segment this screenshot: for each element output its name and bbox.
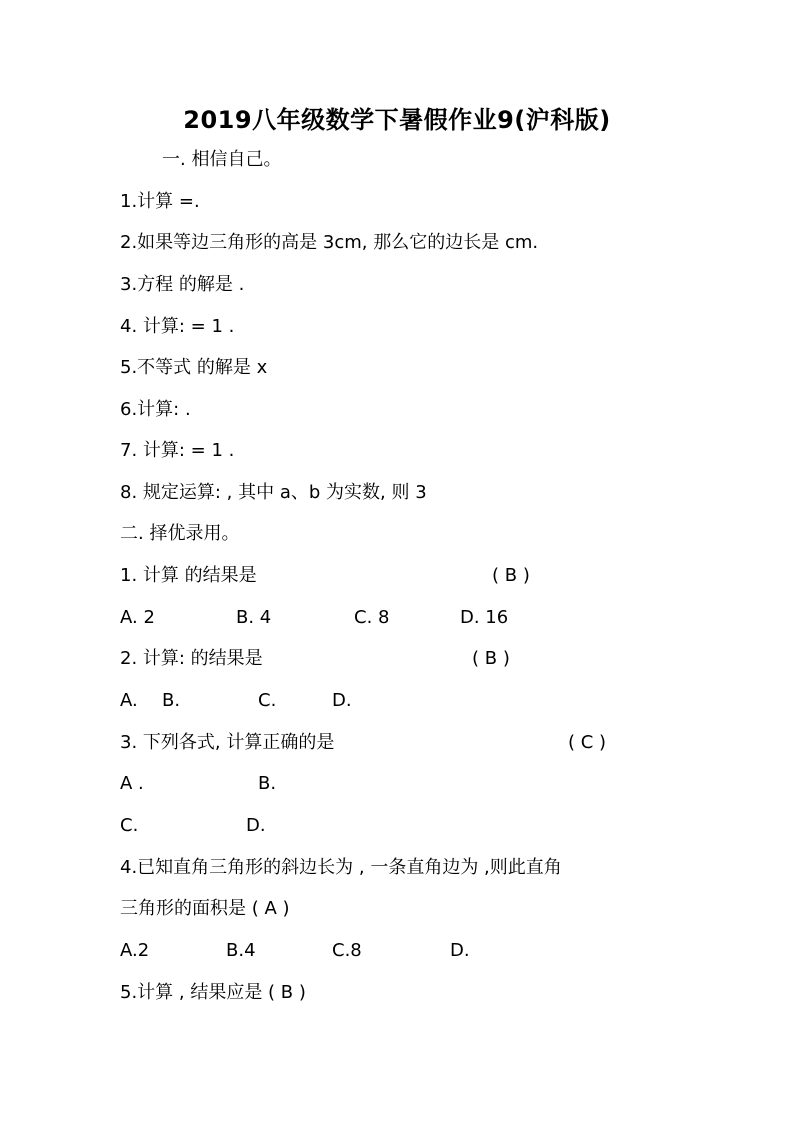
q2-answer: ( B ) bbox=[472, 648, 510, 669]
s1-item-2: 2.如果等边三角形的高是 3cm, 那么它的边长是 cm. bbox=[120, 232, 539, 253]
q4-option-b: B.4 bbox=[226, 940, 256, 961]
q3-option-b: B. bbox=[258, 773, 277, 794]
s1-item-4: 4. 计算: = 1 . bbox=[120, 316, 235, 337]
s1-item-7: 7. 计算: = 1 . bbox=[120, 440, 235, 461]
q3-answer: ( C ) bbox=[568, 732, 607, 753]
q1-option-d: D. 16 bbox=[460, 607, 509, 628]
q4-option-a: A.2 bbox=[120, 940, 150, 961]
q3-option-d: D. bbox=[246, 815, 266, 836]
q1-answer: ( B ) bbox=[492, 565, 530, 586]
s1-item-1: 1.计算 =. bbox=[120, 191, 200, 212]
q5-stem: 5.计算 , 结果应是 ( B ) bbox=[120, 982, 306, 1003]
q3-option-c: C. bbox=[120, 815, 139, 836]
q1-stem: 1. 计算 的结果是 bbox=[120, 565, 257, 586]
s1-item-3: 3.方程 的解是 . bbox=[120, 274, 245, 295]
q3-stem: 3. 下列各式, 计算正确的是 bbox=[120, 732, 335, 753]
s1-item-6: 6.计算: . bbox=[120, 399, 191, 420]
q2-option-a: A. bbox=[120, 690, 138, 711]
q4-stem-line1: 4.已知直角三角形的斜边长为 , 一条直角边为 ,则此直角 bbox=[120, 857, 562, 878]
q1-option-a: A. 2 bbox=[120, 607, 155, 628]
q2-option-d: D. bbox=[332, 690, 352, 711]
q2-option-c: C. bbox=[258, 690, 277, 711]
q4-option-d: D. bbox=[450, 940, 470, 961]
q4-stem-line2: 三角形的面积是 ( A ) bbox=[120, 898, 290, 919]
q3-option-a: A . bbox=[120, 773, 144, 794]
q4-option-c: C.8 bbox=[332, 940, 362, 961]
q1-option-b: B. 4 bbox=[236, 607, 272, 628]
q2-stem: 2. 计算: 的结果是 bbox=[120, 648, 263, 669]
document-title: 2019八年级数学下暑假作业9(沪科版) bbox=[183, 106, 611, 134]
section2-heading: 二. 择优录用。 bbox=[120, 523, 240, 544]
section1-heading: 一. 相信自己。 bbox=[162, 149, 282, 170]
q1-option-c: C. 8 bbox=[354, 607, 390, 628]
s1-item-8: 8. 规定运算: , 其中 a、b 为实数, 则 3 bbox=[120, 482, 427, 503]
s1-item-5: 5.不等式 的解是 x bbox=[120, 357, 268, 378]
q2-option-b: B. bbox=[162, 690, 181, 711]
